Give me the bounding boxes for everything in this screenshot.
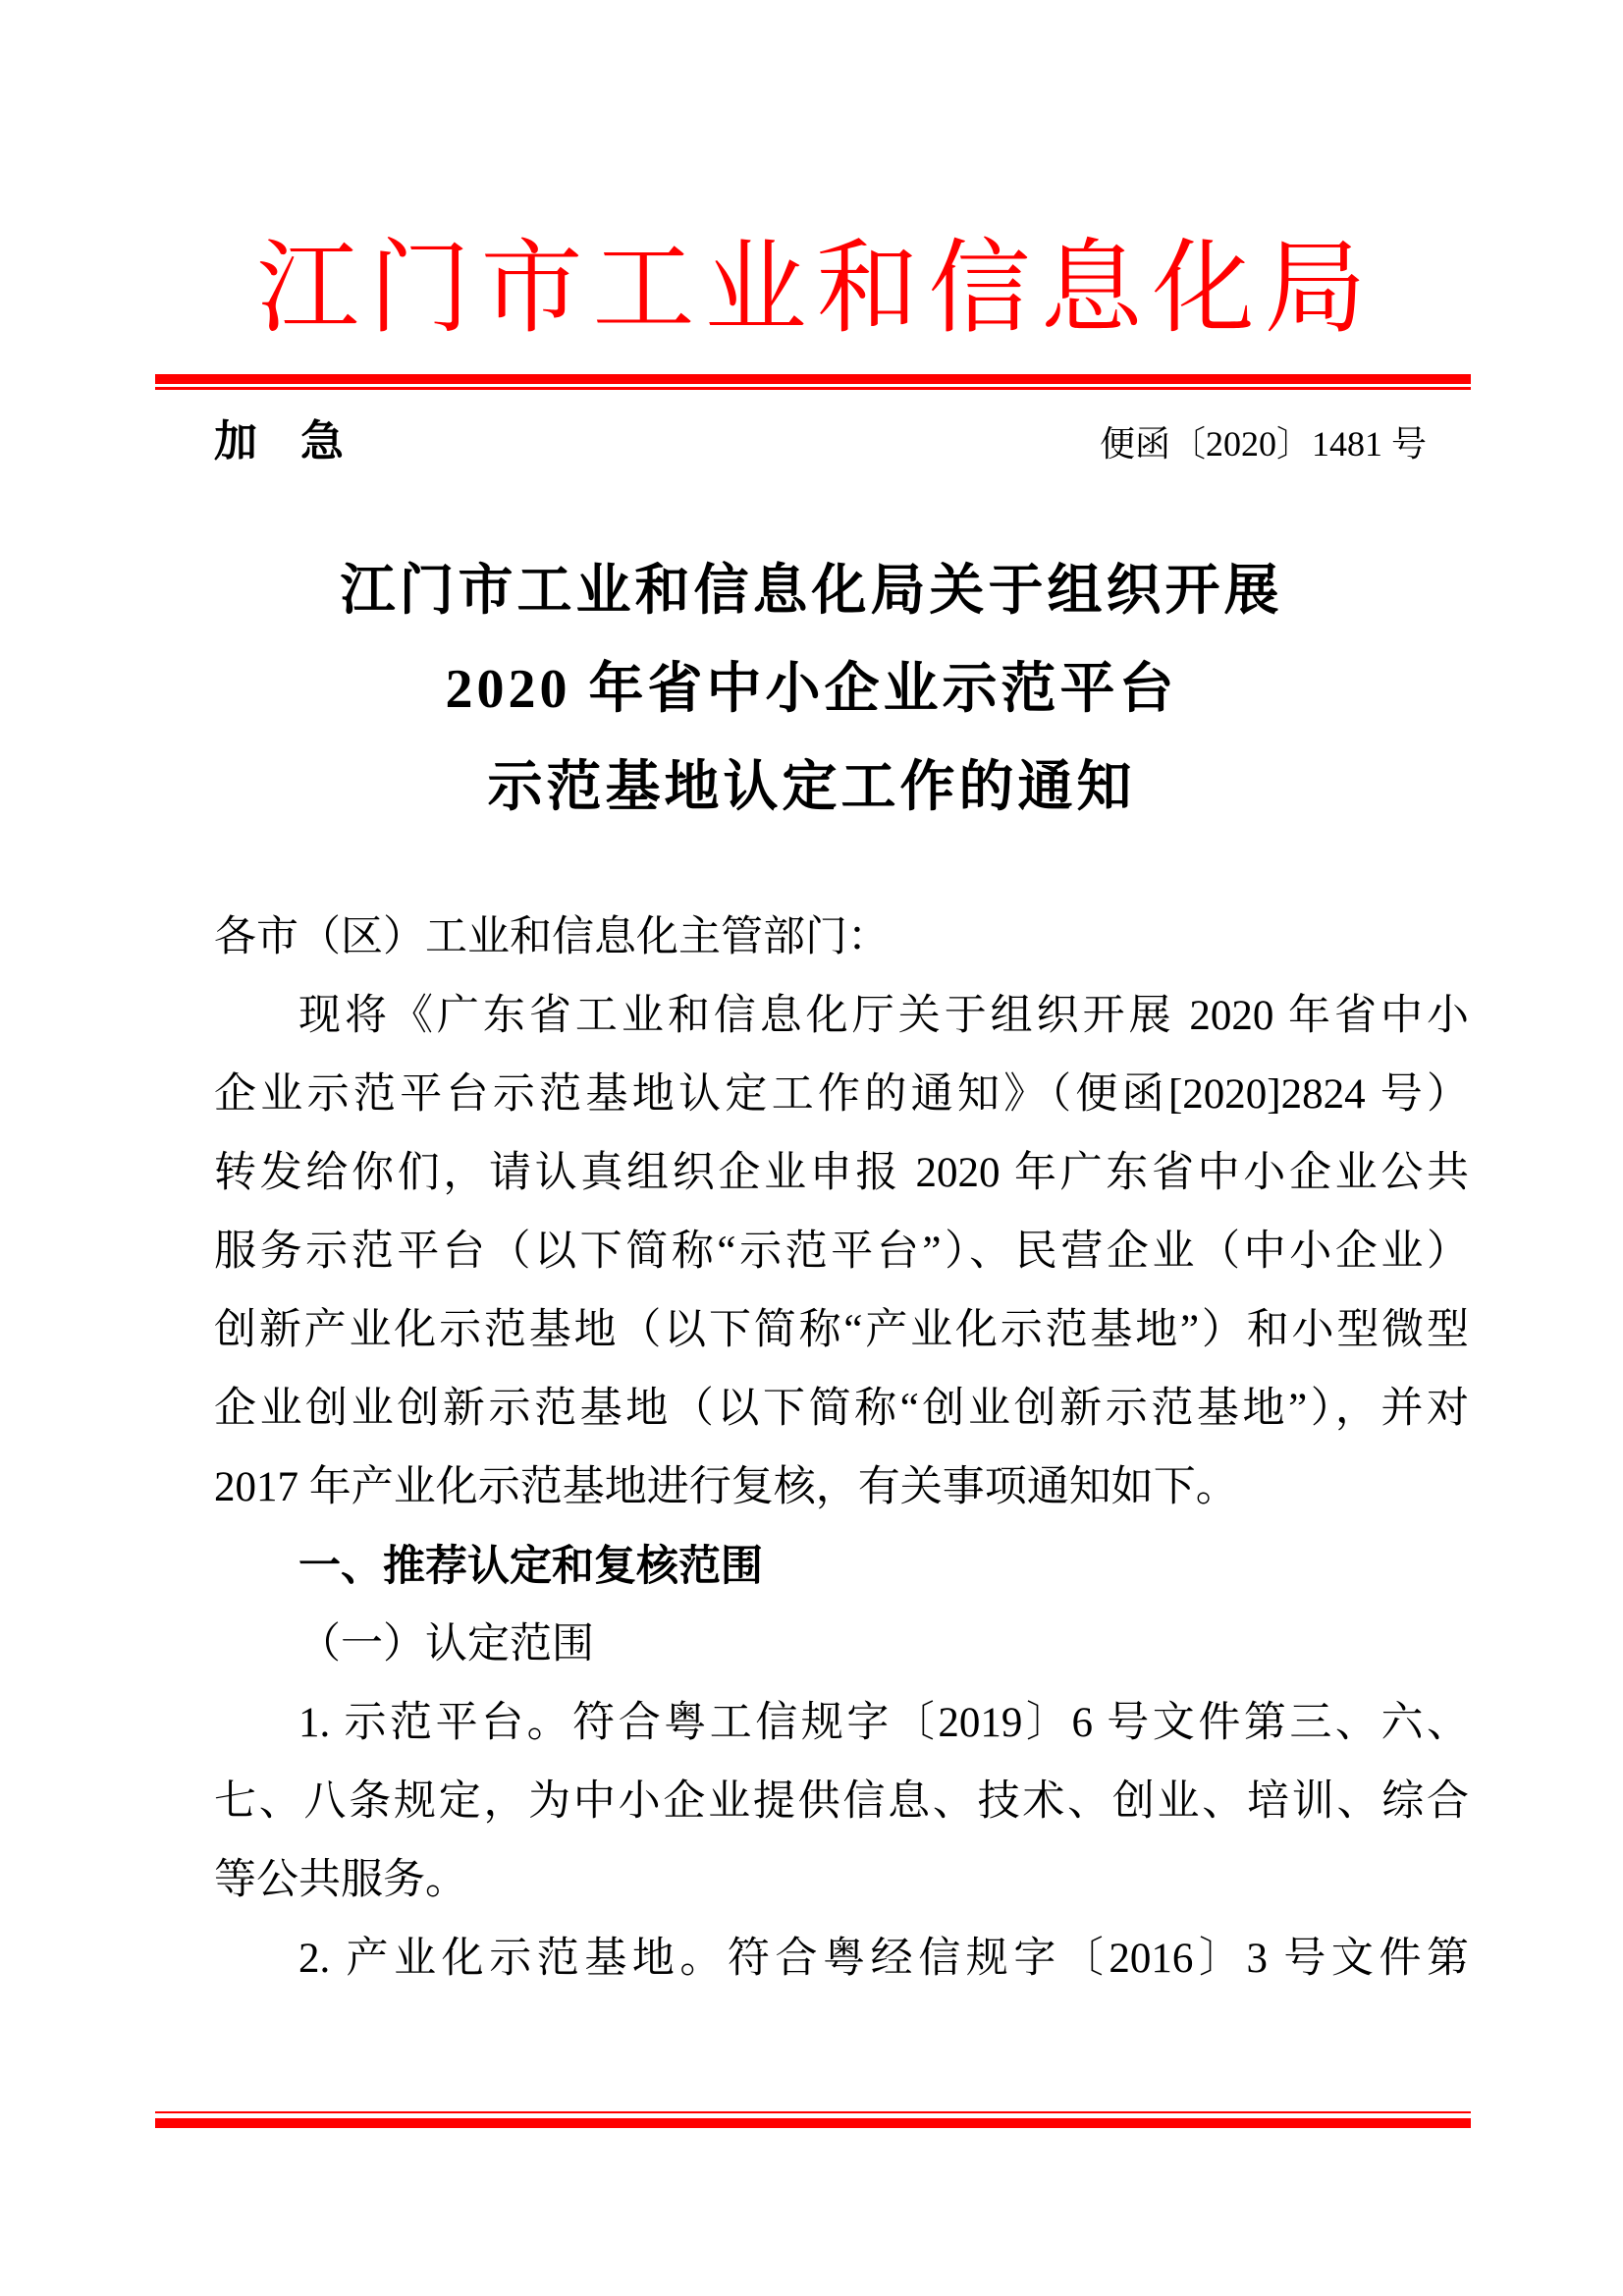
document-ref-number: 便函〔2020〕1481 号 <box>1099 424 1427 464</box>
document-title <box>0 542 1623 837</box>
header-rule-thick <box>155 374 1471 384</box>
body-line: 服务示范平台（以下简称“示范平台”）、民营企业（中小企业） <box>214 1229 1469 1275</box>
header-rule-thin <box>155 387 1471 390</box>
body-line: 等公共服务。 <box>214 1857 467 1903</box>
body-line: 创新产业化示范基地（以下简称“产业化示范基地”）和小型微型 <box>214 1307 1469 1353</box>
body-line: 现将《广东省工业和信息化厅关于组织开展 2020 年省中小 <box>298 993 1469 1039</box>
body-line: 2017 年产业化示范基地进行复核，有关事项通知如下。 <box>214 1464 1238 1510</box>
footer-rule-thick <box>155 2118 1471 2128</box>
body-line: 企业创业创新示范基地（以下简称“创业创新示范基地”），并对 <box>214 1386 1469 1432</box>
document-info-row <box>214 412 1427 471</box>
body-line: 企业示范平台示范基地认定工作的通知》（便函[2020]2824 号） <box>214 1071 1469 1118</box>
urgency-label: 加 急 <box>214 417 344 465</box>
section-heading: 一、推荐认定和复核范围 <box>298 1543 763 1590</box>
body-line: 转发给你们，请认真组织企业申报 2020 年广东省中小企业公共 <box>214 1150 1469 1196</box>
salutation-line: 各市（区）工业和信息化主管部门： <box>214 914 890 960</box>
subsection-heading: （一）认定范围 <box>298 1621 594 1667</box>
header-divider <box>155 374 1471 390</box>
agency-letterhead: 江门市工业和信息化局 <box>256 233 1377 346</box>
body-line: 1. 示范平台。符合粤工信规字〔2019〕6 号文件第三、六、 <box>298 1700 1469 1746</box>
document-title-line-3: 示范基地认定工作的通知 <box>487 757 1136 818</box>
footer-rule-thin <box>155 2111 1471 2113</box>
body-line: 2. 产业化示范基地。符合粤经信规字〔2016〕3 号文件第 <box>298 1936 1469 1982</box>
document-title-line-1: 江门市工业和信息化局关于组织开展 <box>340 561 1283 622</box>
document-title-line-2: 2020 年省中小企业示范平台 <box>445 659 1178 720</box>
footer-divider <box>155 2111 1471 2128</box>
body-line: 七、八条规定，为中小企业提供信息、技术、创业、培训、综合 <box>214 1778 1469 1825</box>
document-body <box>214 899 1469 1998</box>
